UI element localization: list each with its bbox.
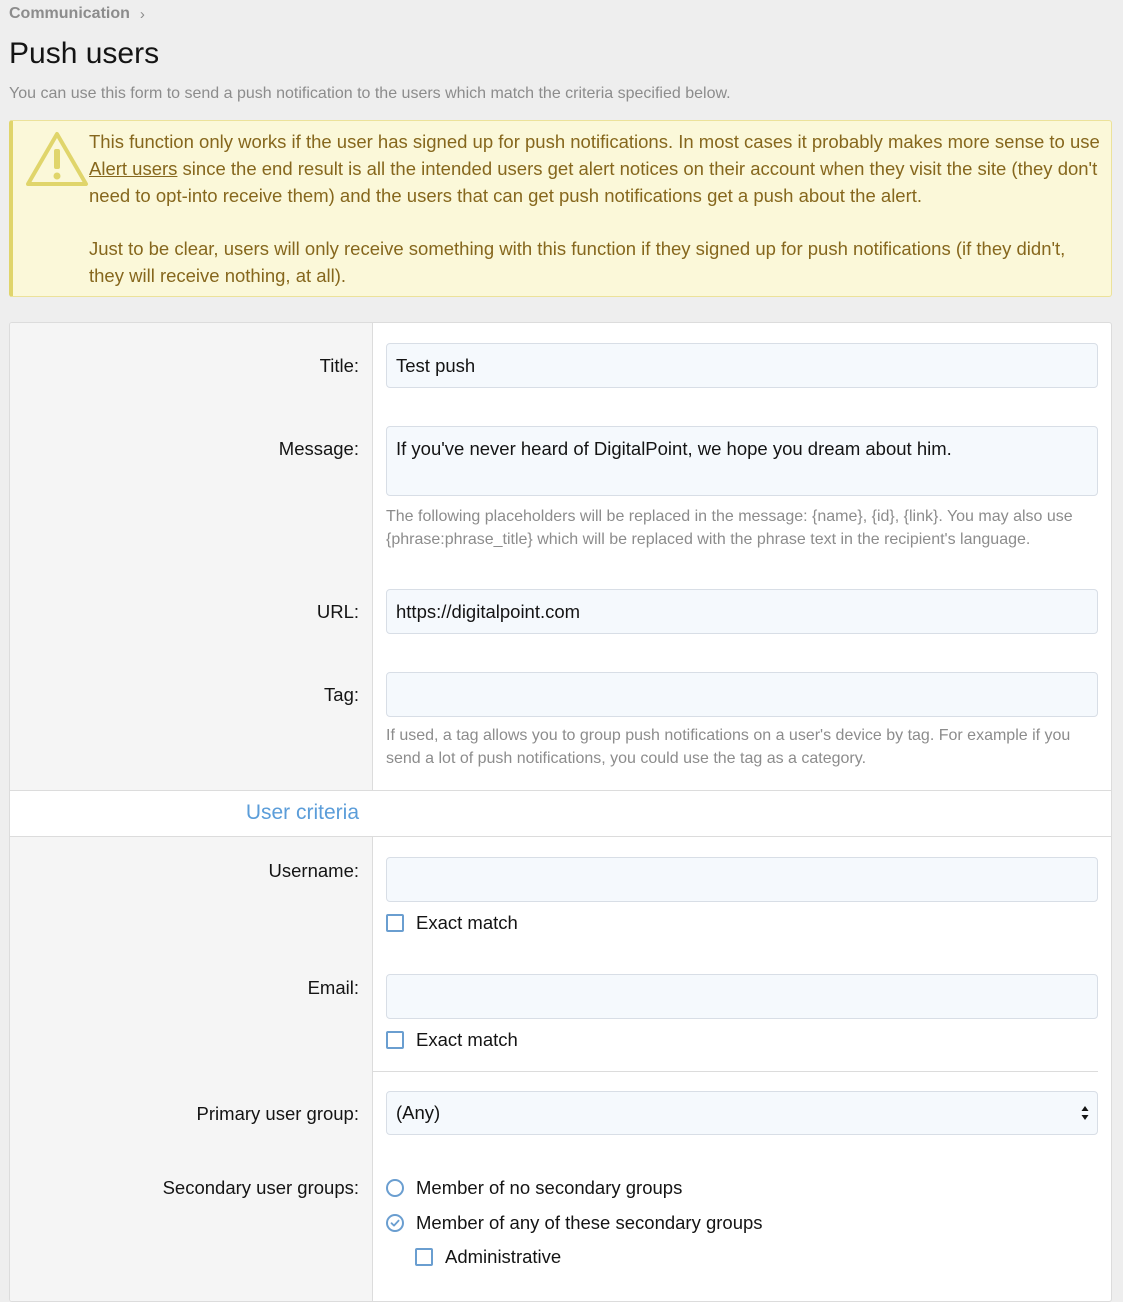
user-criteria-heading: User criteria [245, 801, 359, 824]
username-input[interactable] [386, 857, 1098, 902]
user-criteria-header [10, 790, 1111, 837]
breadcrumb-item-communication[interactable]: Communication [9, 5, 130, 22]
checkbox-icon[interactable] [386, 914, 404, 932]
notice-paragraph-2: Just to be clear, users will only receive something with this function if they signed up for push notifications (if they didn't, they will receive nothing, at all). [89, 238, 1066, 286]
primary-user-group-select[interactable] [386, 1091, 1098, 1135]
username-exact-match-checkbox[interactable] [386, 912, 518, 934]
username-exact-match-label: Exact match [416, 912, 518, 933]
notice-text-part: since the end result is all the intended users get alert notices on their account when they visit the site (they don't need to opt-into receive them) and the users that can get push notifications get a push about the alert. [89, 157, 1098, 206]
radio-no-secondary-groups[interactable] [386, 1177, 682, 1199]
group-administrative-label: Administrative [445, 1246, 562, 1267]
alert-users-link[interactable]: Alert users [89, 157, 178, 179]
radio-any-secondary-groups-label: Member of any of these secondary groups [416, 1212, 763, 1233]
tag-hint: If used, a tag allows you to group push notifications on a user's device by tag. For example if you send a lot of push notifications, you could use the tag as a category. [386, 727, 1071, 767]
checkbox-icon[interactable] [415, 1248, 433, 1266]
page-title: Push users [9, 37, 160, 70]
warning-icon [25, 131, 89, 187]
push-users-form [9, 322, 1112, 1302]
radio-icon[interactable] [386, 1179, 404, 1197]
chevron-right-icon: › [139, 5, 145, 23]
email-exact-match-checkbox[interactable] [386, 1029, 518, 1051]
email-exact-match-label: Exact match [416, 1029, 518, 1050]
email-input[interactable] [386, 974, 1098, 1019]
message-hint: The following placeholders will be replaced in the message: {name}, {id}, {link}. You may also use {phrase:phrase_title} which will be replaced with the phrase text in the recipient's language. [386, 508, 1073, 548]
title-label: Title: [319, 355, 359, 376]
message-textarea[interactable]: If you've never heard of DigitalPoint, we hope you dream about him. [386, 426, 1098, 496]
tag-label: Tag: [324, 684, 359, 705]
checkbox-icon[interactable] [386, 1031, 404, 1049]
primary-user-group-value: (Any) [396, 1102, 441, 1123]
notice-paragraph-1 [89, 129, 1103, 209]
title-input[interactable]: Test push [386, 343, 1098, 388]
url-input[interactable]: https://digitalpoint.com [386, 589, 1098, 634]
breadcrumb [9, 5, 145, 23]
warning-notice [9, 120, 1112, 297]
notice-text [89, 129, 1103, 290]
primary-user-group-label: Primary user group: [196, 1103, 359, 1124]
group-administrative-checkbox[interactable] [415, 1246, 561, 1268]
message-label: Message: [278, 438, 359, 459]
select-arrows-icon [1081, 1105, 1089, 1121]
notice-text-part: This function only works if the user has signed up for push notifications. In most cases it probably makes more sense to use [89, 131, 1100, 152]
radio-any-secondary-groups[interactable] [386, 1212, 763, 1234]
page-description: You can use this form to send a push notification to the users which match the criteria specified below. [9, 85, 731, 102]
radio-checked-icon[interactable] [386, 1214, 404, 1232]
tag-input[interactable] [386, 672, 1098, 717]
divider [373, 1071, 1098, 1072]
secondary-user-groups-label: Secondary user groups: [162, 1177, 359, 1198]
radio-no-secondary-groups-label: Member of no secondary groups [416, 1177, 683, 1198]
url-label: URL: [316, 601, 359, 622]
email-label: Email: [307, 977, 359, 998]
username-label: Username: [268, 860, 359, 881]
